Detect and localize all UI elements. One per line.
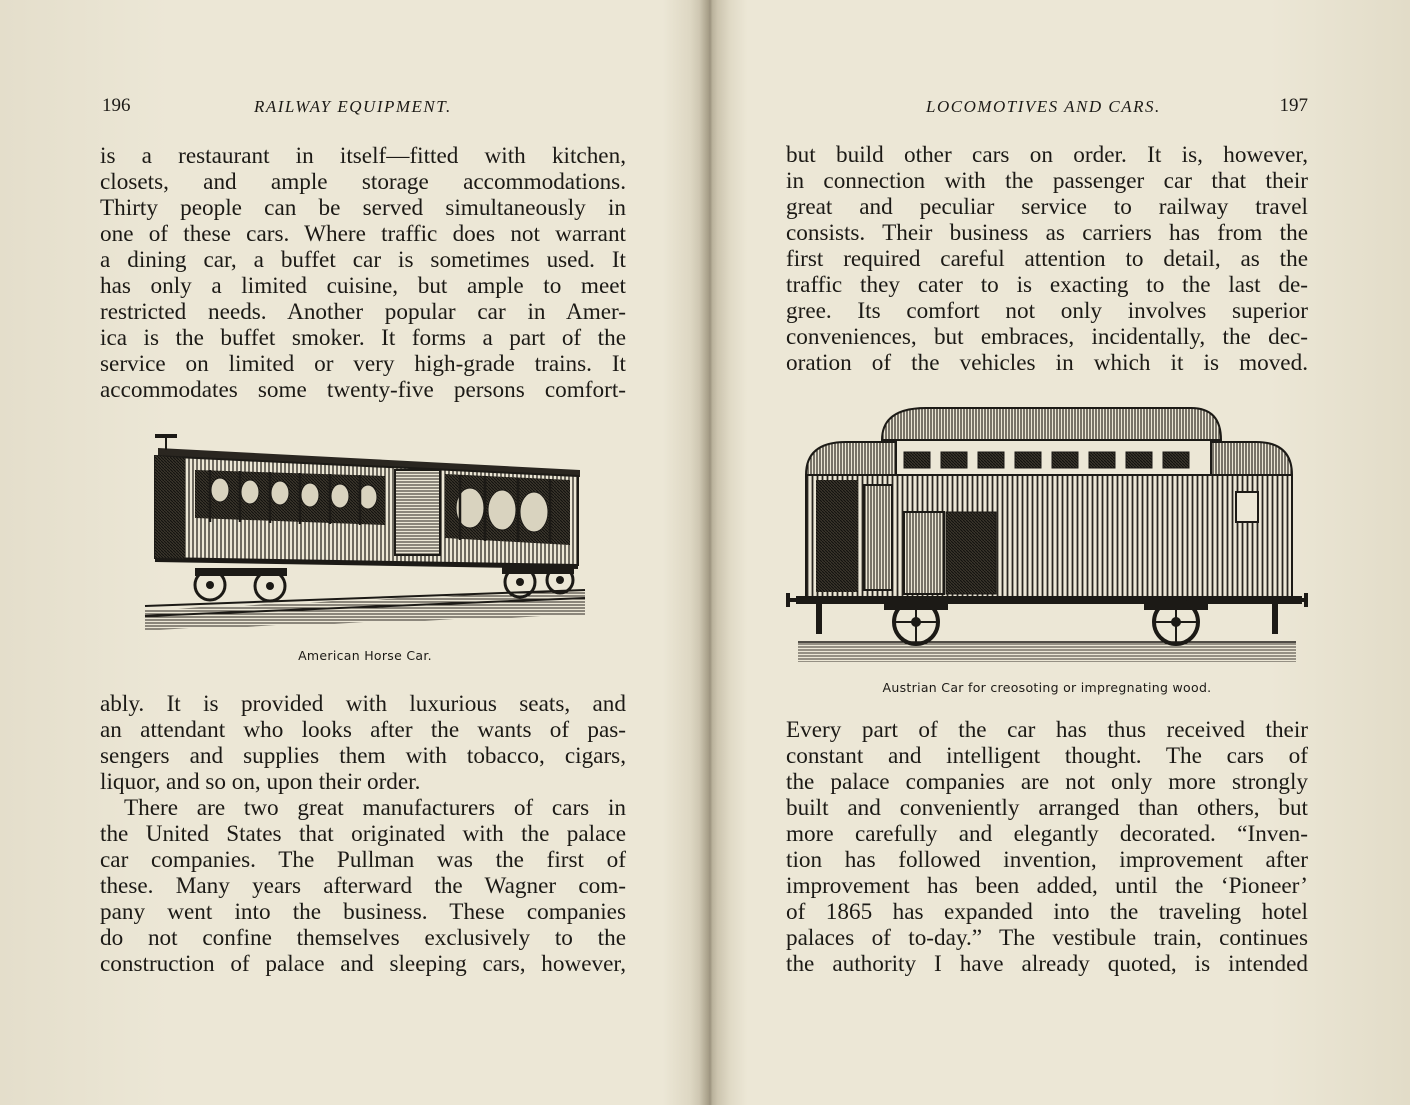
text-line: has only a limited cuisine, but ample to meet	[100, 273, 626, 299]
text-line: an attendant who looks after the wants of pas-	[100, 717, 626, 743]
text-line: service on limited or very high-grade trains. It	[100, 351, 626, 377]
right-top-paragraph	[786, 142, 1308, 376]
text-line: ably. It is provided with luxurious seats, and	[100, 691, 626, 717]
text-line: more carefully and elegantly decorated. “Inven-	[786, 821, 1308, 847]
text-line: constant and intelligent thought. The cars of	[786, 743, 1308, 769]
figure-caption: Austrian Car for creosoting or impregnating wood.	[882, 680, 1212, 695]
text-line: the United States that originated with the palace	[100, 821, 626, 847]
text-line: car companies. The Pullman was the first of	[100, 847, 626, 873]
right-top-text	[786, 142, 1308, 376]
figure-caption: American Horse Car.	[298, 648, 432, 663]
text-line: of 1865 has expanded into the traveling hotel	[786, 899, 1308, 925]
text-line: improvement has been added, until the ‘Pioneer’	[786, 873, 1308, 899]
text-line: There are two great manufacturers of cars in	[124, 795, 626, 821]
text-line: restricted needs. Another popular car in Amer-	[100, 299, 626, 325]
text-line: the palace companies are not only more strongly	[786, 769, 1308, 795]
text-line: a dining car, a buffet car is sometimes used. It	[100, 247, 626, 273]
text-line: gree. Its comfort not only involves superior	[786, 298, 1308, 324]
text-line: conveniences, but embraces, incidentally, the dec-	[786, 324, 1308, 350]
right-bottom-paragraph	[786, 717, 1308, 977]
text-line: the authority I have already quoted, is intended	[786, 951, 1308, 977]
text-line: great and peculiar service to railway travel	[786, 194, 1308, 220]
american-horse-car-illustration	[140, 430, 590, 663]
right-page-number: 197	[1279, 95, 1308, 116]
text-line: but build other cars on order. It is, however,	[786, 142, 1308, 168]
text-line: is a restaurant in itself—fitted with kitchen,	[100, 143, 626, 169]
text-line: one of these cars. Where traffic does not warrant	[100, 221, 626, 247]
right-page	[786, 0, 1308, 1105]
left-bottom-text	[100, 691, 626, 977]
text-line: consists. Their business as carriers has from the	[786, 220, 1308, 246]
text-line: construction of palace and sleeping cars, however,	[100, 951, 626, 977]
text-line: tion has followed invention, improvement after	[786, 847, 1308, 873]
right-running-head: LOCOMOTIVES AND CARS.	[926, 97, 1161, 116]
right-page-header	[786, 95, 1308, 121]
text-line: do not confine themselves exclusively to the	[100, 925, 626, 951]
left-page-number: 196	[102, 95, 131, 116]
text-line: liquor, and so on, upon their order.	[100, 769, 421, 795]
text-line: pany went into the business. These companies	[100, 899, 626, 925]
text-line: Thirty people can be served simultaneously in	[100, 195, 626, 221]
right-bottom-text	[786, 717, 1308, 977]
text-line: in connection with the passenger car that their	[786, 168, 1308, 194]
austrian-car-illustration	[786, 400, 1308, 700]
text-line: ica is the buffet smoker. It forms a part of the	[100, 325, 626, 351]
text-line: accommodates some twenty-five persons comfort-	[100, 377, 626, 403]
left-page-header	[100, 95, 626, 121]
text-line: sengers and supplies them with tobacco, cigars,	[100, 743, 626, 769]
text-line: closets, and ample storage accommodations.	[100, 169, 626, 195]
text-line: oration of the vehicles in which it is moved.	[786, 350, 1308, 376]
left-paragraph-1	[100, 691, 626, 795]
text-line: palaces of to-day.” The vestibule train, continues	[786, 925, 1308, 951]
text-line: these. Many years afterward the Wagner com-	[100, 873, 626, 899]
left-top-text	[100, 143, 626, 403]
left-running-head: RAILWAY EQUIPMENT.	[254, 97, 452, 116]
text-line: traffic they cater to is exacting to the last de-	[786, 272, 1308, 298]
left-paragraph-2	[100, 795, 626, 977]
book-gutter	[690, 0, 730, 1105]
text-line: Every part of the car has thus received their	[786, 717, 1308, 743]
left-page	[100, 0, 626, 1105]
left-top-paragraph	[100, 143, 626, 403]
text-line: first required careful attention to detail, as the	[786, 246, 1308, 272]
text-line: built and conveniently arranged than others, but	[786, 795, 1308, 821]
